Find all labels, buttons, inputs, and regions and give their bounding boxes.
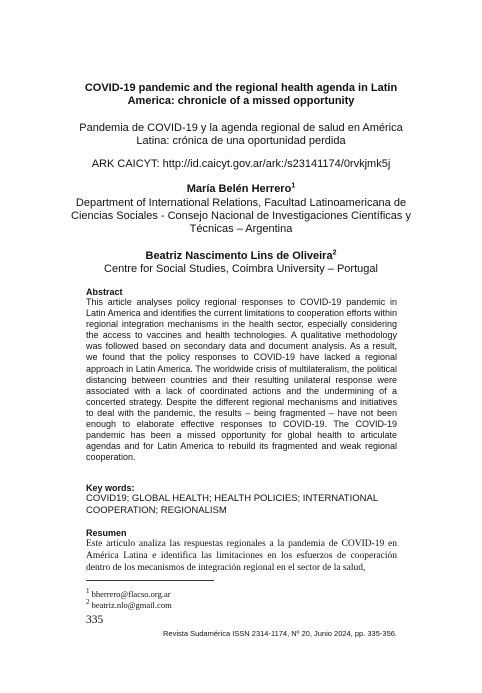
author-1-footnote-marker: 1 xyxy=(291,182,296,190)
journal-citation: Revista Sudamérica ISSN 2314-1174, Nº 20, Junio 2024, pp. 335-356. xyxy=(163,629,397,638)
author-2-affiliation: Centre for Social Studies, Coimbra University – Portugal xyxy=(104,263,378,275)
resumen-text: Este artículo analiza las respuestas regionales a la pandemia de COVID-19 en América Latina e identifica las limitaciones en los esfuerzos de cooperación dentro de los mecanismos de integración regional en el sector de la salud, xyxy=(86,539,397,573)
footnotes xyxy=(86,589,172,611)
footnote-2-number: 2 xyxy=(86,598,90,607)
page-number: 335 xyxy=(86,614,104,626)
keywords-text: COVID19; GLOBAL HEALTH; HEALTH POLICIES; INTERNATIONAL COOPERATION; REGIONALISM xyxy=(86,493,378,516)
paper-subtitle: Pandemia de COVID-19 y la agenda regional de salud en América Latina: crónica de una oportunidad perdida xyxy=(79,122,403,147)
footnote-1-number: 1 xyxy=(86,587,90,596)
footnote-2 xyxy=(86,600,172,611)
author-2-name xyxy=(60,250,422,263)
author-1-affiliation: Department of International Relations, Facultad Latinoamericana de Ciencias Sociales - Consejo Nacional de Investigaciones Científicas y Técnicas – Argentina xyxy=(71,197,411,235)
footnote-1-email: bherrero@flacso.org.ar xyxy=(91,589,171,599)
abstract-heading: Abstract xyxy=(86,287,123,297)
keywords-heading: Key words: xyxy=(86,483,135,493)
footnote-2-email: beatriz.nlo@gmail.com xyxy=(91,600,172,610)
abstract-text: This article analyses policy regional responses to COVID-19 pandemic in Latin America and identifies the current limitations to cooperation efforts within regional integration mechanisms in the health sector, especially considering the access to vaccines and health technologies. A qualitative methodology was followed based on secondary data and document analysis. As a result, we found that the policy responses to COVID-19 have lacked a regional approach in Latin America. The worldwide crisis of multilateralism, the political distancing between countries and their resulting unilateral response were associated with a lack of coordinated actions and the undermining of a concerted strategy. Despite the different regional mechanisms and initiatives to deal with the pandemic, the results – being fragmented – have not been enough to elaborate effective responses to COVID-19. The COVID-19 pandemic has been a missed opportunity for global health to articulate agendas and for Latin America to rebuild its fragmented and weak regional cooperation. xyxy=(86,297,397,463)
author-1-name-text: María Belén Herrero xyxy=(186,183,292,195)
paper-title: COVID-19 pandemic and the regional health agenda in Latin America: chronicle of a missed opportunity xyxy=(84,82,398,107)
author-2-name-text: Beatriz Nascimento Lins de Oliveira xyxy=(145,250,333,262)
footnote-divider xyxy=(86,580,214,581)
resumen-heading: Resumen xyxy=(86,528,127,538)
author-1-name xyxy=(60,183,422,196)
author-2-footnote-marker: 2 xyxy=(332,249,337,257)
ark-identifier: ARK CAICYT: http://id.caicyt.gov.ar/ark:/s23141174/0rvkjmk5j xyxy=(91,158,391,170)
footnote-1 xyxy=(86,589,172,600)
